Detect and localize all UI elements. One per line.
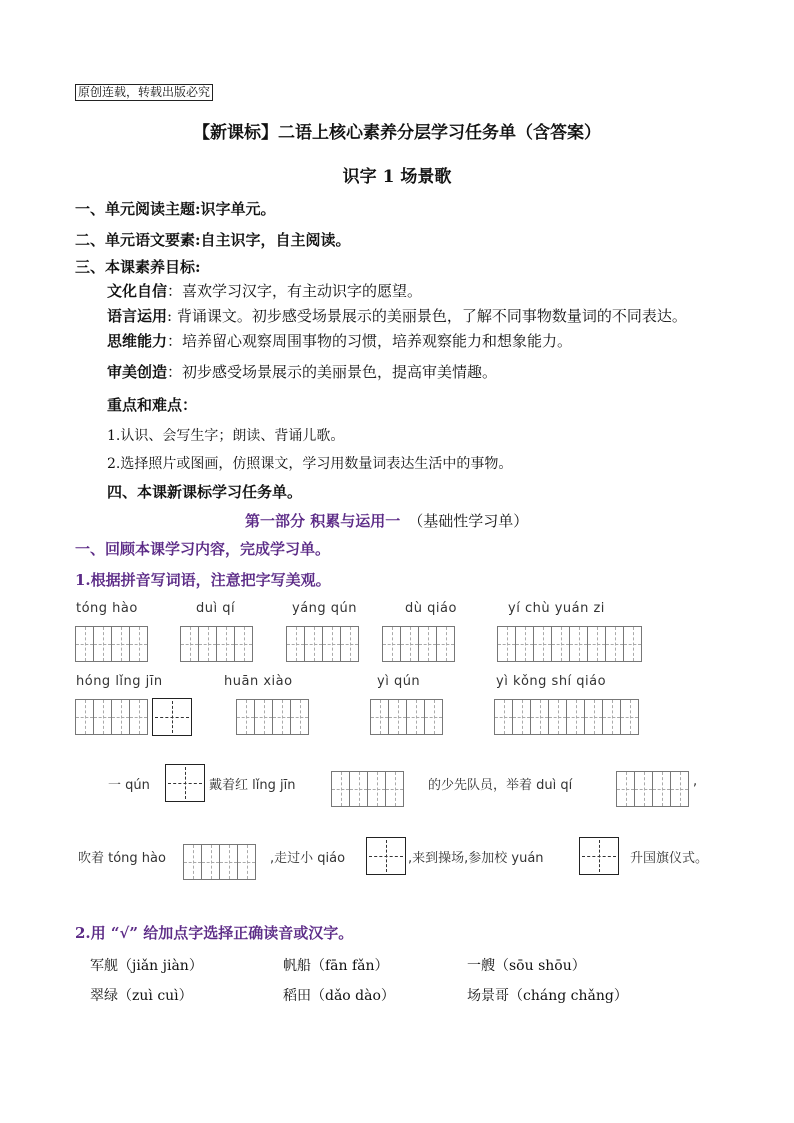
section-3: 三、本课素养目标:	[75, 258, 201, 276]
writing-box[interactable]	[579, 837, 619, 875]
sentence1-part-b: 戴着红 lǐng jīn	[209, 778, 296, 793]
sentence2-part-c: ,来到操场,参加校 yuán	[408, 851, 544, 866]
writing-grid[interactable]	[498, 626, 642, 662]
pinyin-huanxiao: huān xiào	[224, 674, 293, 689]
choice-item[interactable]: 一艘（sōu shōu）	[467, 958, 586, 974]
sentence1-part-a: 一 qún	[108, 778, 150, 793]
key-point-1: 1.认识、会写生字；朗读、背诵儿歌。	[107, 428, 345, 444]
page-title: 【新课标】二语上核心素养分层学习任务单（含答案）	[193, 123, 601, 143]
sentence2-part-b: ,走过小 qiáo	[270, 851, 346, 866]
goal-language: 语言运用: 背诵课文。初步感受场景展示的美丽景色，了解不同事物数量词的不同表达。	[107, 307, 687, 325]
lesson-title: 识字 1 场景歌	[342, 167, 452, 187]
writing-box-highlight[interactable]	[152, 698, 192, 736]
sentence1-part-c: 的少先队员，举着 duì qí	[428, 778, 573, 793]
pinyin-yichuyuanzi: yí chù yuán zi	[508, 601, 605, 616]
pinyin-honglingjin: hóng lǐng jīn	[76, 674, 163, 689]
writing-box[interactable]	[366, 837, 406, 875]
goal-culture: 文化自信：喜欢学习汉字，有主动识字的愿望。	[107, 282, 423, 300]
section-2: 二、单元语文要素:自主识字，自主阅读。	[75, 231, 351, 249]
writing-grid[interactable]	[237, 699, 309, 735]
writing-grid[interactable]	[495, 699, 639, 735]
writing-grid[interactable]	[371, 699, 443, 735]
question-1: 1.根据拼音写词语，注意把字写美观。	[75, 571, 331, 589]
writing-grid[interactable]	[184, 844, 256, 880]
choice-item[interactable]: 翠绿（zuì cuì）	[90, 988, 193, 1004]
pinyin-duiqi: duì qí	[196, 601, 236, 616]
question-2: 2.用 “√” 给加点字选择正确读音或汉字。	[75, 924, 354, 942]
review-heading: 一、回顾本课学习内容，完成学习单。	[75, 540, 331, 558]
sentence2-part-d: 升国旗仪式。	[630, 851, 709, 866]
choice-item[interactable]: 军舰（jiǎn jiàn）	[90, 958, 203, 974]
writing-grid[interactable]	[332, 771, 404, 807]
key-points-title: 重点和难点：	[107, 396, 198, 414]
writing-grid[interactable]	[181, 626, 253, 662]
key-point-2: 2.选择照片或图画，仿照课文，学习用数量词表达生活中的事物。	[107, 456, 513, 472]
writing-box[interactable]	[165, 764, 205, 802]
sentence1-part-d: ,	[693, 774, 698, 789]
writing-grid[interactable]	[76, 699, 148, 735]
writing-grid[interactable]	[76, 626, 148, 662]
section-4: 四、本课新课标学习任务单。	[107, 483, 303, 501]
writing-grid[interactable]	[383, 626, 455, 662]
choice-item[interactable]: 帆船（fān fǎn）	[283, 958, 389, 974]
choice-item[interactable]: 稻田（dǎo dào）	[283, 988, 395, 1004]
choice-item[interactable]: 场景哥（cháng chǎng）	[467, 988, 628, 1004]
pinyin-yikongshiqiao: yì kǒng shí qiáo	[496, 674, 607, 689]
sentence2-part-a: 吹着 tóng hào	[78, 851, 166, 866]
pinyin-yiqun: yì qún	[377, 674, 421, 689]
pinyin-yangqun: yáng qún	[292, 601, 358, 616]
goal-aesthetic: 审美创造：初步感受场景展示的美丽景色，提高审美情趣。	[107, 363, 498, 381]
pinyin-duqiao: dù qiáo	[405, 601, 457, 616]
goal-thinking: 思维能力：培养留心观察周围事物的习惯，培养观察能力和想象能力。	[107, 332, 573, 350]
part1-title: 第一部分 积累与运用一 （基础性学习单）	[245, 512, 529, 530]
writing-grid[interactable]	[617, 771, 689, 807]
copyright-notice: 原创连载，转载出版必究	[75, 84, 213, 101]
writing-grid[interactable]	[287, 626, 359, 662]
pinyin-tonghao: tóng hào	[76, 601, 138, 616]
section-1: 一、单元阅读主题:识字单元。	[75, 200, 276, 218]
